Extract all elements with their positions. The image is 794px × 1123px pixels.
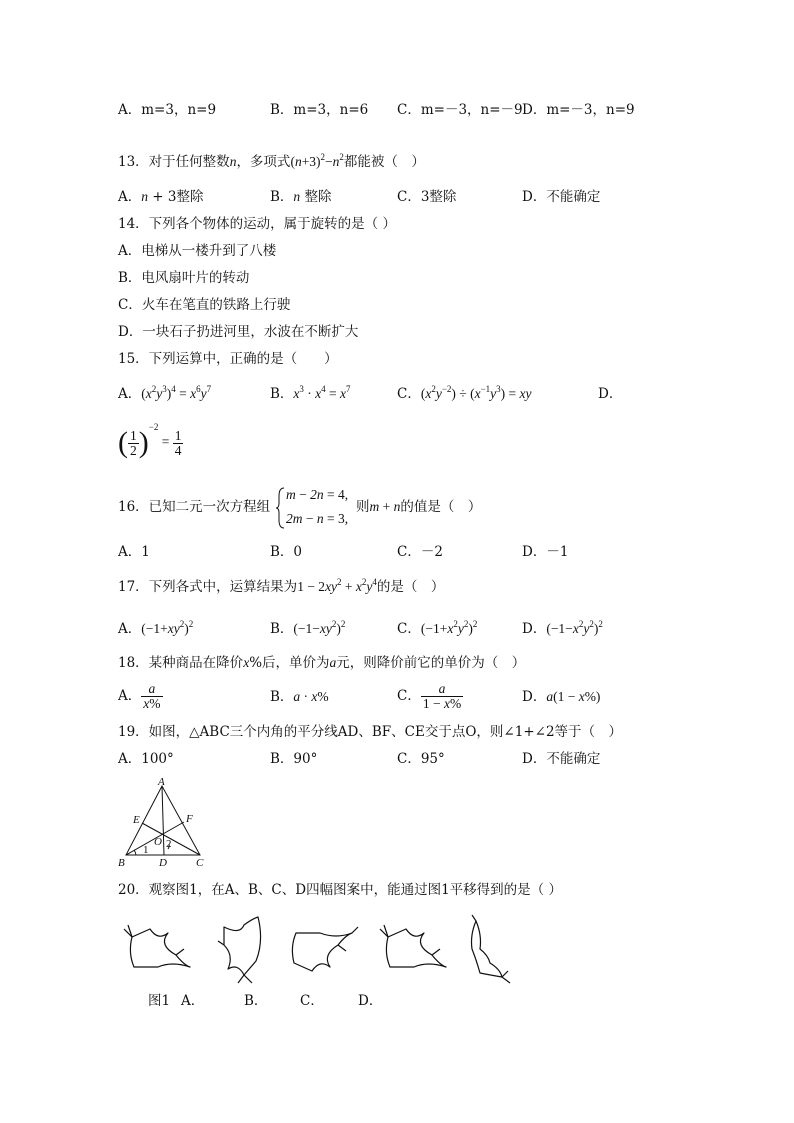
q16-stem-start: 16．已知二元一次方程组 (118, 499, 271, 515)
caption-figure-1: 图1 (148, 993, 171, 1009)
figure-c-shape (380, 925, 446, 967)
q14-option-b: B．电风扇叶片的转动 (118, 270, 250, 286)
q15-option-a: A．$(x^2y^3)^4 = x^6y^7$ (118, 384, 212, 402)
q16-option-a: A．1 (118, 544, 150, 560)
caption-d: D． (358, 993, 383, 1009)
label-d: D (159, 857, 167, 869)
q13-n: n (229, 154, 237, 169)
figure-a-shape (218, 917, 261, 983)
q12-option-c: C．m=－3，n=－9 (397, 102, 523, 118)
q19-option-b: B．90° (270, 751, 318, 767)
q14-stem: 14．下列各个物体的运动，属于旋转的是（ ） (118, 216, 396, 232)
q16-option-c: C．－2 (397, 544, 443, 560)
q19-stem: 19．如图，△ABC三个内角的平分线AD、BF、CE交于点O，则∠1+∠2等于（ ） (118, 724, 623, 740)
label-c: C (196, 857, 204, 869)
q13-option-d: D．不能确定 (522, 189, 601, 205)
q18-option-b: B．a · x% (270, 689, 329, 705)
q13-option-a: A．n + 3整除 (118, 189, 204, 205)
q12-option-a: A．m=3，n=9 (118, 102, 217, 118)
q16-equation-1: m − 2n = 4, (286, 487, 349, 502)
q19-option-a: A．100° (118, 751, 174, 767)
q15-option-b: B．$x^3 \cdot x^4 = x^7$ (270, 384, 351, 402)
q14-option-c: C．火车在笔直的铁路上行驶 (118, 297, 291, 313)
label-o: O (154, 836, 162, 848)
q17-option-d: D．$(-1-x^2y^2)^2$ (522, 619, 603, 637)
q16-stem-end: 则m + n的值是（ ） (356, 499, 482, 515)
label-2: 2 (166, 838, 172, 850)
q16-option-d: D．－1 (522, 544, 569, 560)
label-e: E (133, 814, 140, 826)
q17-option-a: A．$(-1+xy^2)^2$ (118, 619, 194, 637)
q14-option-a: A．电梯从一楼升到了八楼 (118, 243, 277, 259)
q13-stem-mid: ，多项式 (236, 154, 291, 170)
q13-option-b: B．n 整除 (270, 189, 332, 205)
angle-1-arc (134, 850, 136, 855)
q16-option-b: B．0 (270, 544, 303, 560)
label-f: F (186, 813, 193, 825)
q14-option-d: D．一块石子扔进河里，水波在不断扩大 (118, 324, 359, 340)
caption-c: C． (300, 993, 324, 1009)
q20-stem: 20．观察图1，在A、B、C、D四幅图案中，能通过图1平移得到的是（ ） (118, 882, 562, 898)
q16-brace (276, 487, 286, 529)
label-b: B (118, 857, 125, 869)
q18-option-d: D．a(1 − x%) (522, 689, 601, 705)
bisector-ad (162, 786, 164, 855)
q13-stem-start: 13．对于任何整数 (118, 154, 230, 170)
figure-b-shape (292, 927, 358, 971)
q13-stem-end: 都能被（ ） (343, 154, 425, 170)
q16-equation-2: 2m − n = 3, (286, 511, 349, 526)
q15-stem: 15．下列运算中，正确的是（ ） (118, 351, 338, 367)
figure-1-shape (124, 925, 190, 967)
pattern-figures (118, 915, 538, 985)
label-a: A (158, 776, 165, 788)
q15-option-d-label: D． (598, 386, 623, 402)
caption-b: B． (244, 993, 268, 1009)
q19-option-c: C．95° (397, 751, 445, 767)
q18-option-c: C． $\frac{a}{1 - x\%}$ (397, 681, 462, 711)
figure-d-shape (472, 915, 511, 983)
q18-stem: 18．某种商品在降价x%后，单价为a元，则降价前它的单价为（ ） (118, 655, 526, 671)
q19-option-d: D．不能确定 (522, 751, 601, 767)
q15-option-c: C．$(x^2y^{-2}) \div (x^{-1}y^3)$ = xy (397, 384, 532, 402)
q13-stem (118, 153, 425, 171)
q15-option-d-expression: ( $\frac{1}{2}$ )$^{-2}$ = $\frac{1}{4}$ (118, 422, 182, 459)
q12-option-b: B．m=3，n=6 (270, 102, 369, 118)
q12-option-d: D．m=－3，n=9 (522, 102, 635, 118)
caption-a: A． (181, 993, 205, 1009)
q18-option-a: A． $\frac{a}{x\%}$ (118, 681, 161, 711)
label-1: 1 (143, 844, 149, 856)
triangle-figure (112, 776, 212, 868)
q17-option-c: C．$(-1+x^2y^2)^2$ (397, 619, 478, 637)
q17-stem: 17．下列各式中，运算结果为$1 - 2xy^2 + x^2y^4$的是（ ） (118, 577, 445, 595)
q13-option-c: C．3整除 (397, 189, 457, 205)
q13-polynomial: $(n+3)^2-n^2$ (290, 152, 344, 169)
q17-option-b: B．$(-1-xy^2)^2$ (270, 619, 346, 637)
